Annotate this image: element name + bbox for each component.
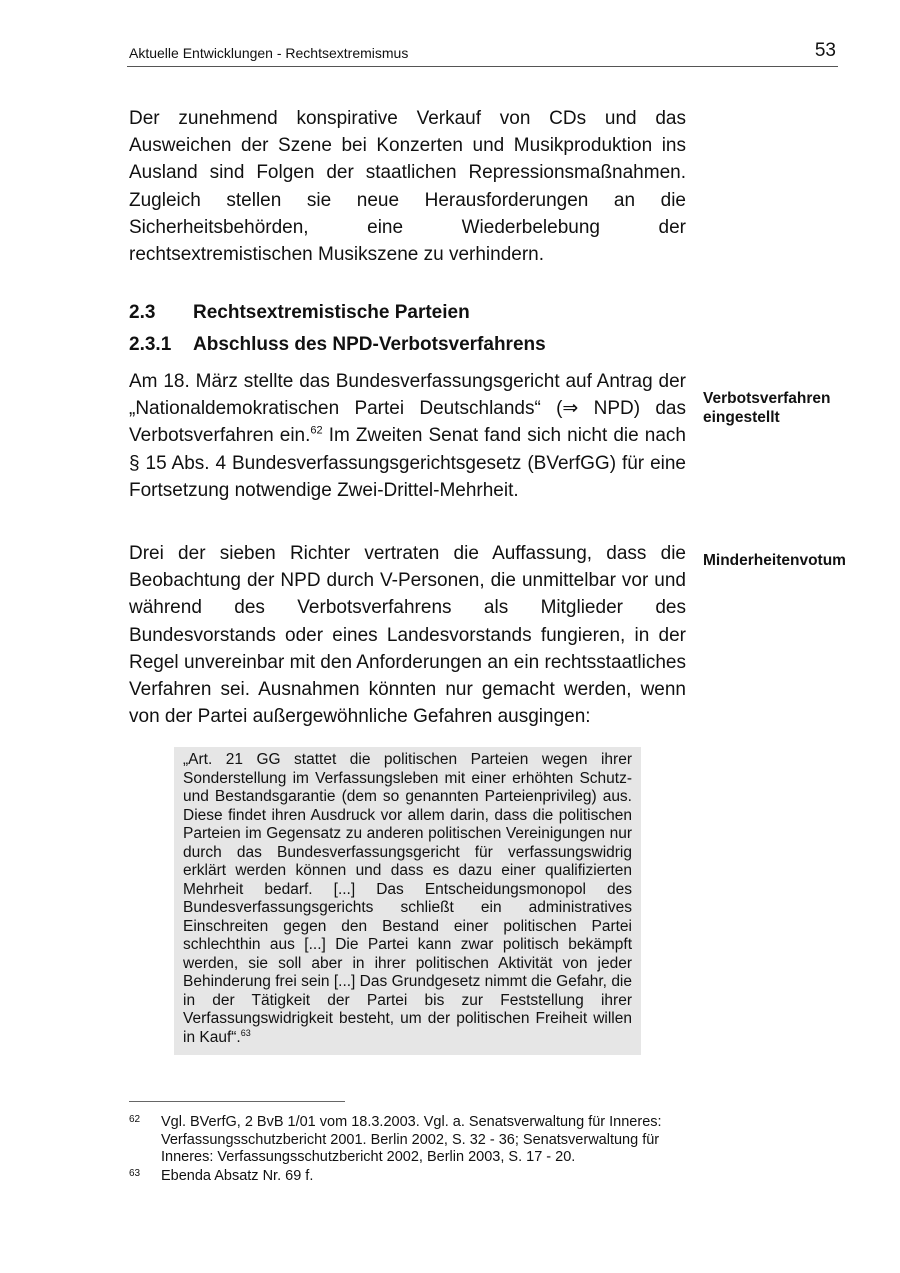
subsection-title: Abschluss des NPD-Verbotsverfahrens [193, 334, 546, 355]
subsection-heading [129, 334, 546, 356]
footnote-ref-62[interactable]: 62 [310, 425, 323, 438]
paragraph-verbotsverfahren [129, 368, 686, 504]
quote-text: „Art. 21 GG stattet die politischen Parteien wegen ihrer Sonderstellung im Verfassungsleben mit einer erhöhten Schutz- und Bestandsgarantie (dem so genannten Parteienprivileg) aus. Diese findet ihren Ausdruck vor allem darin, dass die politischen Parteien im Gegensatz zu anderen politischen Vereinigungen nur durch das Bundesverfassungsgericht für verfassungswidrig erklärt werden können und dass es dazu einer qualifizierten Mehrheit bedarf. [...] Das Entscheidungsmonopol des Bundesverfassungsgerichts schließt ein administratives Einschreiten gegen den Bestand einer politischen Partei schlechthin aus [...] Die Partei kann zwar politisch bekämpft werden, sie soll aber in ihrer politischen Aktivität von jeder Behinderung frei sein [...] Das Grundgesetz nimmt die Gefahr, die in der Tätigkeit der Partei bis zur Feststellung ihrer Verfassungswidrigkeit besteht, um der politischen Freiheit willen in Kauf“. [183, 751, 632, 1046]
footnote-number: 63 [129, 1168, 141, 1179]
block-quote [174, 747, 641, 1055]
page-header [127, 40, 838, 67]
footnote-number: 62 [129, 1114, 141, 1125]
paragraph-text: Im Zweiten Senat fand sich nicht die nach § 15 Abs. 4 Bundesverfassungsgerichtsgesetz (BVerfGG) für eine Fortsetzung notwendige Zwei-Drittel-Mehrheit. [129, 425, 686, 501]
section-number: 2.3 [129, 302, 156, 323]
margin-note-minderheitenvotum: Minderheitenvotum [703, 552, 846, 569]
section-heading [129, 302, 470, 324]
footnote-63 [129, 1168, 689, 1186]
paragraph-text: Am 18. März stellte das Bundesverfassungsgericht auf Antrag der „Nationaldemokratischen Partei Deutschlands“ (⇒ NPD) das Verbotsverfahren ein. [129, 371, 686, 447]
footnote-text: Vgl. BVerfG, 2 BvB 1/01 vom 18.3.2003. Vgl. a. Senatsverwaltung für Inneres: Verfassungsschutzbericht 2001. Berlin 2002, S. 32 - 36; Senatsverwaltung für Inneres: Verfassungsschutzbericht 2002, Berlin 2003, S. 17 - 20. [161, 1114, 662, 1165]
page-number: 53 [814, 40, 836, 61]
running-title: Aktuelle Entwicklungen - Rechtsextremismus [129, 45, 409, 61]
footnote-divider [129, 1101, 345, 1102]
margin-note-verbotsverfahren: Verbotsverfahren eingestellt [703, 390, 831, 426]
footnote-text: Ebenda Absatz Nr. 69 f. [161, 1168, 314, 1184]
intro-paragraph: Der zunehmend konspirative Verkauf von CDs und das Ausweichen der Szene bei Konzerten und Musikproduktion ins Ausland sind Folgen der staatlichen Repressionsmaßnahmen. Zugleich stellen sie neue Herausforderungen an die Sicherheitsbehörden, eine Wiederbelebung der rechtsextremistischen Musikszene zu verhindern. [129, 108, 686, 266]
footnote-ref-63[interactable]: 63 [240, 1027, 251, 1038]
paragraph-minderheitenvotum: Drei der sieben Richter vertraten die Auffassung, dass die Beobachtung der NPD durch V-Personen, die unmittelbar vor und während des Verbotsverfahrens als Mitglieder des Bundesvorstands oder eines Landesvorstands fungieren, in der Regel unvereinbar mit den Anforderungen an ein rechtsstaatliches Verfahren sei. Ausnahmen könnten nur gemacht werden, wenn von der Partei außergewöhnliche Gefahren ausgingen: [129, 543, 686, 728]
subsection-number: 2.3.1 [129, 334, 172, 355]
footnote-62 [129, 1114, 689, 1167]
section-title: Rechtsextremistische Parteien [193, 302, 470, 323]
